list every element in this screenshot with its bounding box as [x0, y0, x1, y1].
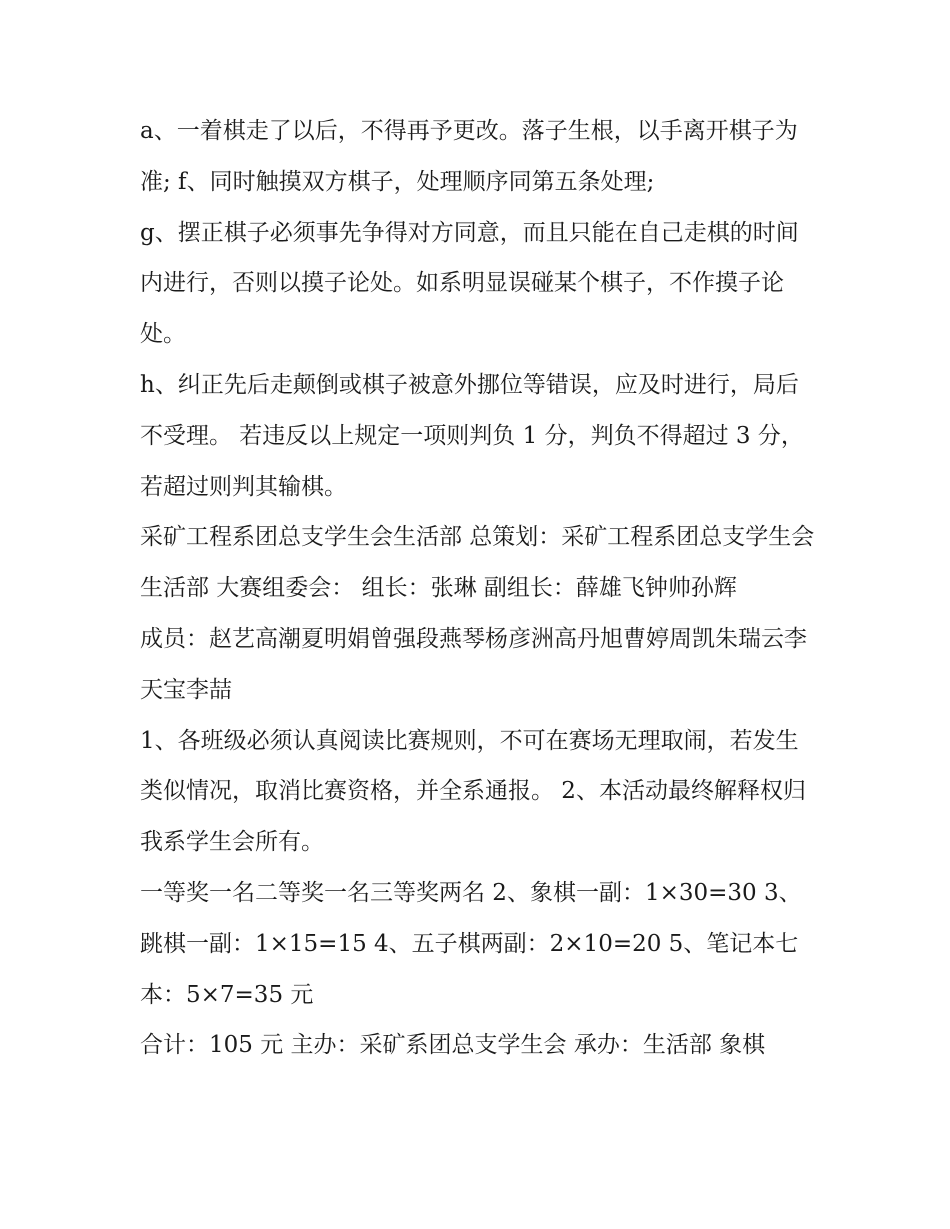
paragraph-organizers: 采矿工程系团总支学生会生活部 总策划：采矿工程系团总支学生会生活部 大赛组委会： 组长：张琳 副组长：薛雄飞钟帅孙辉	[140, 524, 815, 602]
paragraph-total: 合计：105 元 主办：采矿系团总支学生会 承办：生活部 象棋	[140, 1032, 766, 1059]
paragraph-rule-g: g、摆正棋子必须事先争得对方同意，而且只能在自己走棋的时间内进行，否则以摸子论处。如系明显误碰某个棋子，不作摸子论处。	[140, 219, 799, 348]
document-body	[140, 106, 820, 1071]
paragraph-prizes: 一等奖一名二等奖一名三等奖两名 2、象棋一副：1×30=30 3、跳棋一副：1×15=15 4、五子棋两副：2×10=20 5、笔记本七本：5×7=35 元	[140, 879, 802, 1008]
paragraph-notices: 1、各班级必须认真阅读比赛规则，不可在赛场无理取闹，若发生类似情况，取消比赛资格，并全系通报。 2、本活动最终解释权归我系学生会所有。	[140, 727, 806, 856]
paragraph-rule-h: h、纠正先后走颠倒或棋子被意外挪位等错误，应及时进行，局后不受理。 若违反以上规定一项则判负 1 分，判负不得超过 3 分，若超过则判其输棋。	[140, 371, 804, 500]
paragraph-members: 成员：赵艺高潮夏明娟曾强段燕琴杨彦洲高丹旭曹婷周凯朱瑞云李天宝李喆	[140, 625, 807, 703]
paragraph-rule-a-f: a、一着棋走了以后，不得再予更改。落子生根，以手离开棋子为准; f、同时触摸双方棋子，处理顺序同第五条处理;	[140, 118, 798, 195]
